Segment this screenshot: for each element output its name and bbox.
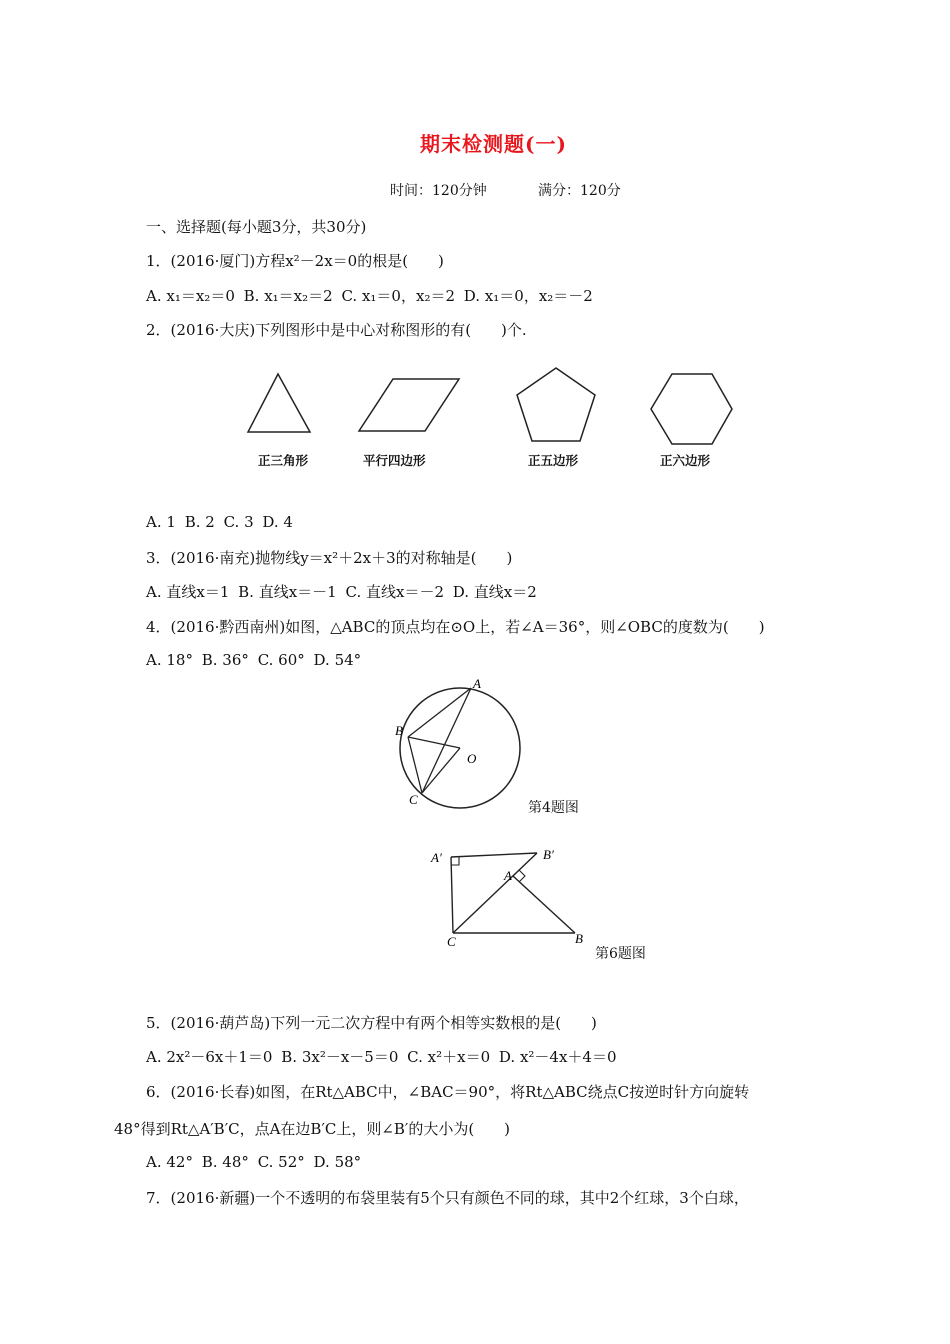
parallelogram-shape xyxy=(359,379,459,431)
question-1: 1．(2016·厦门)方程x²－2x＝0的根是( ) xyxy=(146,252,444,270)
label-b: B xyxy=(395,723,403,738)
option-a: A. 直线x＝1 xyxy=(146,583,230,601)
option-d: D. 4 xyxy=(262,513,293,531)
option-c: C. 3 xyxy=(223,513,254,531)
triangle-figure-q6 xyxy=(425,840,595,952)
label-b-prime: B′ xyxy=(543,847,554,862)
pentagon-shape xyxy=(517,368,595,441)
question-6-line-2: 48°得到Rt△A′B′C，点A在边B′C上，则∠B′的大小为( ) xyxy=(114,1120,511,1138)
label-c: C xyxy=(409,792,418,807)
option-c: C. x₁＝0，x₂＝2 xyxy=(341,287,455,305)
figure-6-caption: 第6题图 xyxy=(595,946,646,962)
option-b: B. 36° xyxy=(201,651,249,669)
question-6-line-1: 6．(2016·长春)如图，在Rt△ABC中，∠BAC＝90°，将Rt△ABC绕点C按逆时针方向旋转 xyxy=(146,1083,750,1101)
option-c: C. 60° xyxy=(257,651,305,669)
label-a: A xyxy=(473,676,481,691)
label-a: A xyxy=(504,868,512,883)
page-title: 期末检测题(一) xyxy=(420,132,567,156)
option-b: B. 直线x＝－1 xyxy=(238,583,337,601)
option-b: B. 2 xyxy=(184,513,215,531)
option-d: D. 54° xyxy=(313,651,362,669)
option-d: D. x₁＝0，x₂＝－2 xyxy=(463,287,593,305)
question-3: 3．(2016·南充)抛物线y＝x²＋2x＋3的对称轴是( ) xyxy=(146,549,513,567)
question-5-options xyxy=(146,1046,621,1067)
option-d: D. x²－4x＋4＝0 xyxy=(498,1048,617,1066)
option-a: A. x₁＝x₂＝0 xyxy=(146,287,235,305)
option-b: B. 3x²－x－5＝0 xyxy=(281,1048,399,1066)
question-2: 2．(2016·大庆)下列图形中是中心对称图形的有( )个. xyxy=(146,321,527,339)
option-a: A. 42° xyxy=(146,1153,193,1171)
triangle-shape xyxy=(248,374,310,432)
option-d: D. 直线x＝2 xyxy=(452,583,537,601)
option-a: A. 18° xyxy=(146,651,193,669)
hexagon-shape xyxy=(651,374,732,444)
time-label: 时间：120分钟 xyxy=(390,183,487,199)
option-c: C. 52° xyxy=(257,1153,305,1171)
label-a-prime: A′ xyxy=(431,850,442,865)
option-a: A. 1 xyxy=(146,513,176,531)
shape-label-triangle: 正三角形 xyxy=(258,453,309,468)
option-d: D. 58° xyxy=(313,1153,362,1171)
option-c: C. 直线x＝－2 xyxy=(345,583,444,601)
label-c: C xyxy=(447,934,456,949)
shape-label-pentagon: 正五边形 xyxy=(528,453,579,468)
option-b: B. 48° xyxy=(201,1153,249,1171)
question-4: 4．(2016·黔西南州)如图，△ABC的顶点均在⊙O上，若∠A＝36°，则∠OBC的度数为( ) xyxy=(146,618,765,636)
question-6-options xyxy=(146,1153,365,1171)
score-label: 满分：120分 xyxy=(538,183,621,199)
question-3-options xyxy=(146,581,541,602)
section-heading: 一、选择题(每小题3分，共30分) xyxy=(146,218,367,236)
question-2-options xyxy=(146,513,297,531)
label-o: O xyxy=(467,751,477,766)
figure-4-caption: 第4题图 xyxy=(528,800,579,816)
question-1-options xyxy=(146,285,597,306)
option-a: A. 2x²－6x＋1＝0 xyxy=(146,1048,273,1066)
shape-label-hexagon: 正六边形 xyxy=(660,453,711,468)
shape-label-parallelogram: 平行四边形 xyxy=(363,453,426,468)
option-c: C. x²＋x＝0 xyxy=(407,1048,491,1066)
question-5: 5．(2016·葫芦岛)下列一元二次方程中有两个相等实数根的是( ) xyxy=(146,1014,597,1032)
option-b: B. x₁＝x₂＝2 xyxy=(243,287,333,305)
circle-figure-q4 xyxy=(385,672,535,812)
label-b: B xyxy=(575,931,583,946)
question-7: 7．(2016·新疆)一个不透明的布袋里装有5个只有颜色不同的球，其中2个红球，3个白球， xyxy=(146,1189,749,1207)
question-4-options xyxy=(146,651,365,669)
